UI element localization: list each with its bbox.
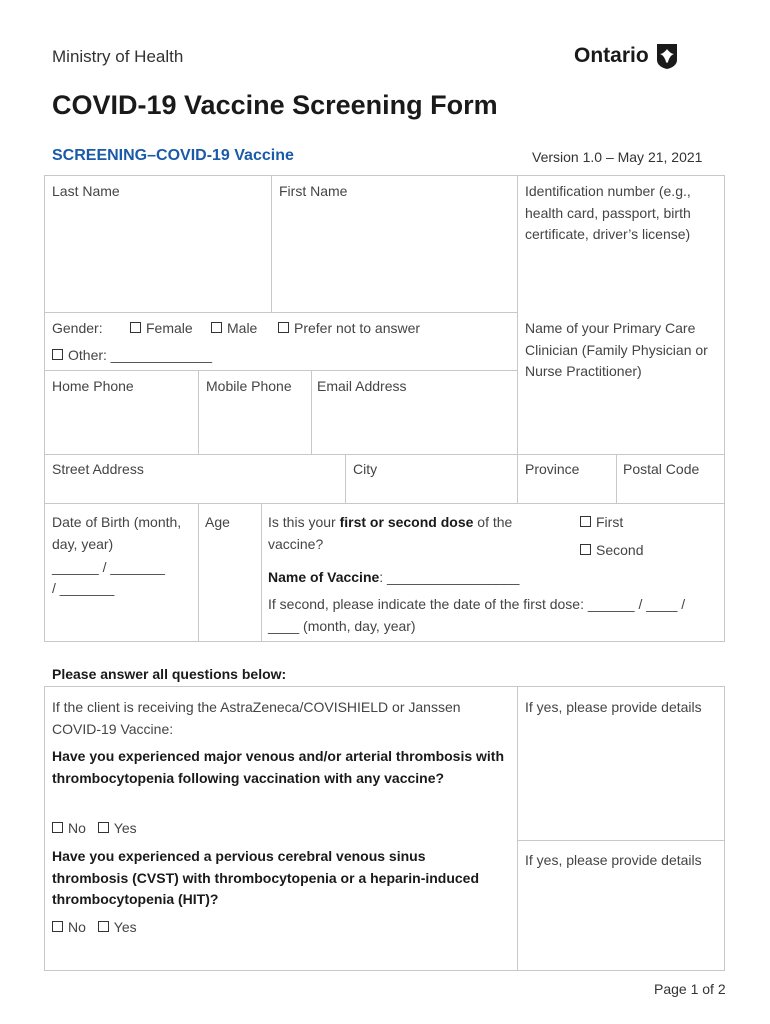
form-grid xyxy=(44,175,725,176)
primary-care-label: Name of your Primary Care Clinician (Family Physician or Nurse Practitioner) xyxy=(525,320,708,379)
email-label: Email Address xyxy=(317,378,407,394)
ontario-logo xyxy=(574,42,679,70)
gender-other-option[interactable]: Other: _____________ xyxy=(52,345,212,367)
first-name-label: First Name xyxy=(279,183,348,199)
mobile-phone-label: Mobile Phone xyxy=(206,378,292,394)
dose-question: Is this your first or second dose of the vaccine? xyxy=(268,514,513,552)
second-dose-date-field[interactable]: If second, please indicate the date of the first dose: ______ / ____ / ____ (month, day, year) xyxy=(268,596,686,634)
gender-prefer-not-option[interactable]: Prefer not to answer xyxy=(278,318,420,340)
page-title: COVID-19 Vaccine Screening Form xyxy=(52,90,498,120)
question-2: Have you experienced a pervious cerebral venous sinus thrombosis (CVST) with thrombocytopenia or a heparin-induced thrombocytopenia (HIT)? xyxy=(52,848,480,907)
last-name-label: Last Name xyxy=(52,183,120,199)
trillium-icon xyxy=(655,42,679,70)
details-2-label: If yes, please provide details xyxy=(525,852,702,868)
age-label: Age xyxy=(205,514,230,530)
form-subtitle: SCREENING–COVID-19 Vaccine xyxy=(52,147,294,164)
q1-yes-checkbox[interactable] xyxy=(98,822,109,833)
first-dose-checkbox[interactable] xyxy=(580,516,591,527)
other-checkbox[interactable] xyxy=(52,349,63,360)
street-label: Street Address xyxy=(52,461,144,477)
identification-label: Identification number (e.g., health card, passport, birth certificate, driver’s license) xyxy=(525,183,691,242)
second-dose-checkbox[interactable] xyxy=(580,544,591,555)
home-phone-label: Home Phone xyxy=(52,378,134,394)
male-checkbox[interactable] xyxy=(211,322,222,333)
female-checkbox[interactable] xyxy=(130,322,141,333)
logo-text: Ontario xyxy=(574,44,649,67)
section-title: Please answer all questions below: xyxy=(52,666,287,682)
q2-answer[interactable]: No Yes xyxy=(52,917,137,939)
gender-label: Gender: xyxy=(52,320,103,336)
second-dose-option[interactable]: Second xyxy=(580,540,643,562)
vaccine-name-field[interactable]: Name of Vaccine: _________________ xyxy=(268,569,520,585)
details-1-label: If yes, please provide details xyxy=(525,699,702,715)
dob-blank-1[interactable]: ______ / _______ xyxy=(52,559,165,575)
version-text: Version 1.0 – May 21, 2021 xyxy=(532,149,703,165)
province-label: Province xyxy=(525,461,580,477)
q2-yes-checkbox[interactable] xyxy=(98,921,109,932)
dob-blank-2[interactable]: / _______ xyxy=(52,580,115,596)
postal-code-label: Postal Code xyxy=(623,461,700,477)
q1-no-checkbox[interactable] xyxy=(52,822,63,833)
question-1: Have you experienced major venous and/or arterial thrombosis with thrombocytopenia following vaccination with any vaccine? xyxy=(52,748,505,786)
gender-female-option[interactable]: Female xyxy=(130,318,193,340)
gender-male-option[interactable]: Male xyxy=(211,318,257,340)
dob-label: Date of Birth (month, day, year) xyxy=(52,514,182,552)
city-label: City xyxy=(353,461,378,477)
prefer-not-checkbox[interactable] xyxy=(278,322,289,333)
q2-no-checkbox[interactable] xyxy=(52,921,63,932)
q1-answer[interactable]: No Yes xyxy=(52,818,137,840)
first-dose-option[interactable]: First xyxy=(580,512,623,534)
ministry-name: Ministry of Health xyxy=(52,47,184,66)
questions-intro: If the client is receiving the AstraZeneca/COVISHIELD or Janssen COVID-19 Vaccine: xyxy=(52,699,461,737)
page-number: Page 1 of 2 xyxy=(654,981,726,997)
